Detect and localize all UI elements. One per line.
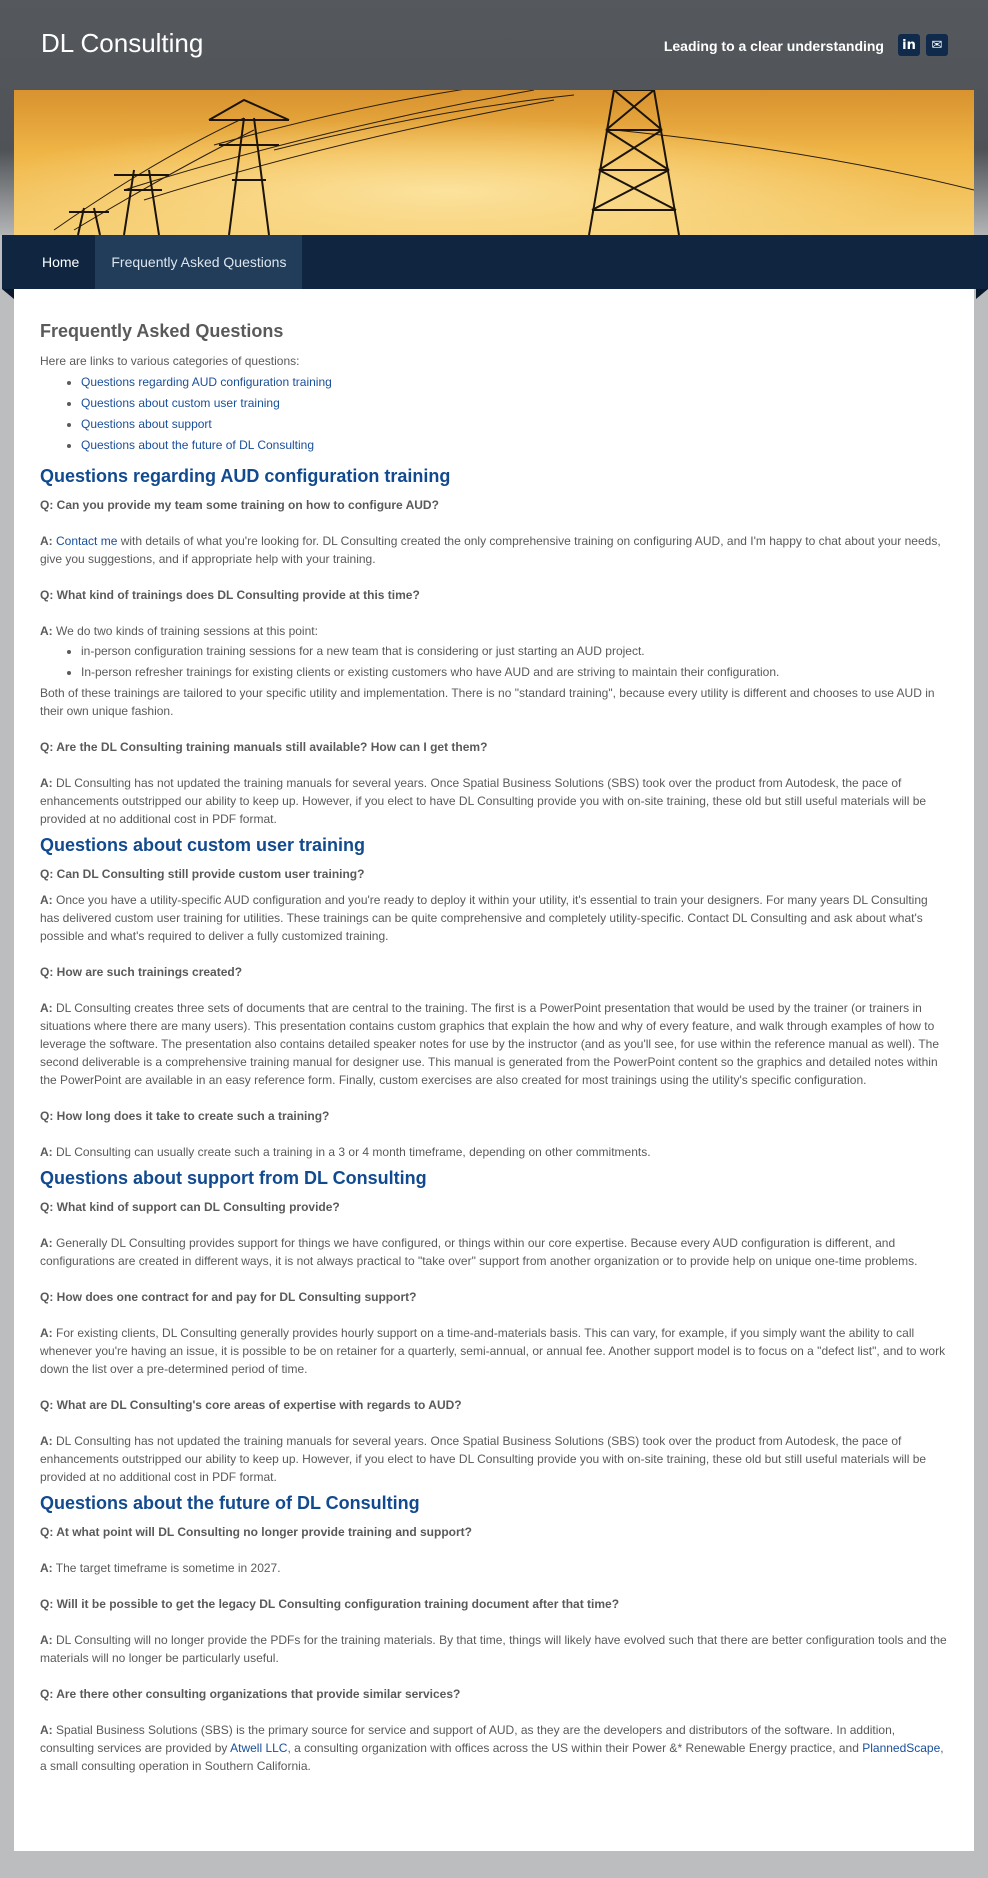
list-item: • In-person refresher trainings for existing clients or existing customers who have AUD and are striving to maintain their configuration. [81,663,949,681]
answer-text: with details of what you're looking for. DL Consulting created the only comprehensive training on configuring AUD, and I'm happy to chat about your needs, give you suggestions, and if appropriate help with your training. [40,534,941,566]
nav-item-faq[interactable]: Frequently Asked Questions [95,235,302,289]
section-heading-custom: Questions about custom user training [40,835,366,855]
answer-label: A: [40,1001,53,1015]
question: Q: Can you provide my team some training on how to configure AUD? [40,498,439,512]
section-heading-aud: Questions regarding AUD configuration training [40,466,451,486]
answer-label: A: [40,1434,53,1448]
list-item [81,436,949,454]
main-content [14,289,974,1851]
answer [40,1721,949,1775]
question: Q: How are such trainings created? [40,965,243,979]
linkedin-icon[interactable]: in [898,34,920,56]
answer-text: , a consulting organization with offices across the US within their Power &* Renewable Energy practice, and [287,1741,863,1755]
answer [40,1234,949,1270]
question: Q: Can DL Consulting still provide custom user training? [40,867,365,881]
question: Q: Are there other consulting organizations that provide similar services? [40,1687,461,1701]
answer-text: DL Consulting creates three sets of documents that are central to the training. The first is a PowerPoint presentation that would be used by the trainer (or trainers in situations where there are many users). This presentation contains custom graphics that explain the how and why of every feature, and walk through examples of how to leverage the software. The presentation also contains detailed speaker notes for use by the instructor (and as you'll see, for use within the reference manual as well). The second deliverable is a comprehensive training manual for designer use. This manual is generated from the PowerPoint content so the graphics and detailed notes within the PowerPoint are available in an easy reference form. Finally, custom exercises are also created for most trainings using the utility's specific configuration. [40,1001,940,1087]
answer [40,999,949,1089]
question: Q: What are DL Consulting's core areas of expertise with regards to AUD? [40,1398,462,1412]
question: Q: Will it be possible to get the legacy DL Consulting configuration training document after that time? [40,1597,620,1611]
answer-label: A: [40,893,53,907]
category-link-aud[interactable]: Questions regarding AUD configuration training [81,375,332,389]
answer-text: Once you have a utility-specific AUD configuration and you're ready to deploy it within your utility, it's essential to train your designers. For many years DL Consulting has delivered custom user training for utilities. These trainings can be quite comprehensive and completely utility-specific. Contact DL Consulting and ask about what's possible and what's required to deliver a fully customized training. [40,893,928,943]
question: Q: How long does it take to create such a training? [40,1109,330,1123]
answer-text: We do two kinds of training sessions at this point: [52,624,318,638]
answer-text: DL Consulting has not updated the training manuals for several years. Once Spatial Business Solutions (SBS) took over the product from Autodesk, the pace of enhancements outstripped our ability to keep up. However, if you elect to have DL Consulting provide you with on-site training, these old but still useful materials will be provided at no additional cost in PDF format. [40,1434,927,1484]
question: Q: How does one contract for and pay for DL Consulting support? [40,1290,417,1304]
answer-label: A: [40,1145,53,1159]
plannedscape-link[interactable]: PlannedScape [862,1741,941,1755]
faq-intro: Here are links to various categories of questions: [40,354,300,368]
answer [40,1559,949,1577]
answer [40,1324,949,1378]
nav-item-home[interactable]: Home [42,254,80,270]
answer [40,532,949,568]
answer-text: For existing clients, DL Consulting generally provides hourly support on a time-and-materials basis. This can vary, for example, if you simply want the ability to call whenever you're having an issue, it is possible to be on retainer for a quarterly, semi-annual, or annual fee. Another support model is to focus on a "defect list", and to work down the list over a pre-determined period of time. [40,1326,946,1376]
answer-label: A: [40,1633,53,1647]
main-navbar [2,235,988,289]
category-links-list [40,373,949,454]
section-heading-future: Questions about the future of DL Consulting [40,1493,420,1513]
social-links [898,34,948,56]
list-item [81,373,949,391]
list-item: • in-person configuration training sessions for a new team that is considering or just starting an AUD project. [81,642,949,660]
answer-label: A: [40,534,53,548]
answer-text: DL Consulting will no longer provide the PDFs for the training materials. By that time, things will likely have evolved such that there are better configuration tools and the materials will no longer be particularly useful. [40,1633,947,1665]
answer-text: , a small consulting operation in Southern California. [40,1741,944,1773]
answer-text: Spatial Business Solutions (SBS) is the primary source for service and support of AUD, as they are the developers and distributors of the software. In addition, consulting services are provided by [40,1723,896,1755]
training-kinds-list [40,642,949,681]
answer-text: DL Consulting has not updated the training manuals for several years. Once Spatial Business Solutions (SBS) took over the product from Autodesk, the pace of enhancements outstripped our ability to keep up. However, if you elect to have DL Consulting provide you with on-site training, these old but still useful materials will be provided at no additional cost in PDF format. [40,776,927,826]
category-link-support[interactable]: Questions about support [81,417,212,431]
answer [40,622,949,640]
answer-label: A: [40,1723,53,1737]
answer-text: DL Consulting can usually create such a training in a 3 or 4 month timeframe, depending on other commitments. [52,1145,651,1159]
site-header [0,0,988,235]
answer [40,1143,949,1161]
answer [40,774,949,828]
question: Q: At what point will DL Consulting no longer provide training and support? [40,1525,472,1539]
answer-text: Both of these trainings are tailored to your specific utility and implementation. There is no "standard training", because every utility is different and chooses to use AUD in their own unique fashion. [40,686,935,718]
mail-icon[interactable]: ✉ [926,34,948,56]
answer-label: A: [40,776,53,790]
list-item [81,394,949,412]
section-heading-support: Questions about support from DL Consulting [40,1168,427,1188]
answer-text: The target timeframe is sometime in 2027. [52,1561,281,1575]
answer [40,891,949,945]
answer-label: A: [40,1326,53,1340]
nav-fold-left [2,289,14,299]
question: Q: What kind of support can DL Consulting provide? [40,1200,340,1214]
answer-label: A: [40,1561,53,1575]
atwell-link[interactable]: Atwell LLC [230,1741,288,1755]
question: Q: What kind of trainings does DL Consulting provide at this time? [40,588,420,602]
category-link-future[interactable]: Questions about the future of DL Consulting [81,438,315,452]
answer [40,1631,949,1667]
contact-me-link[interactable]: Contact me [56,534,118,548]
answer-label: A: [40,624,53,638]
site-title[interactable]: DL Consulting [41,28,204,58]
category-link-custom[interactable]: Questions about custom user training [81,396,280,410]
list-item [81,415,949,433]
question: Q: Are the DL Consulting training manuals still available? How can I get them? [40,740,488,754]
site-tagline: Leading to a clear understanding [663,38,884,54]
answer-label: A: [40,1236,53,1250]
answer-text: Generally DL Consulting provides support for things we have configured, or things within our core expertise. Because every AUD configuration is different, and configurations are created in different ways, it is not always practical to "take over" support from another organization or to provide help on unique one-time problems. [40,1236,918,1268]
page-title: Frequently Asked Questions [40,321,284,341]
answer [40,1432,949,1486]
nav-fold-right [976,289,988,299]
header-banner-image [14,90,974,235]
